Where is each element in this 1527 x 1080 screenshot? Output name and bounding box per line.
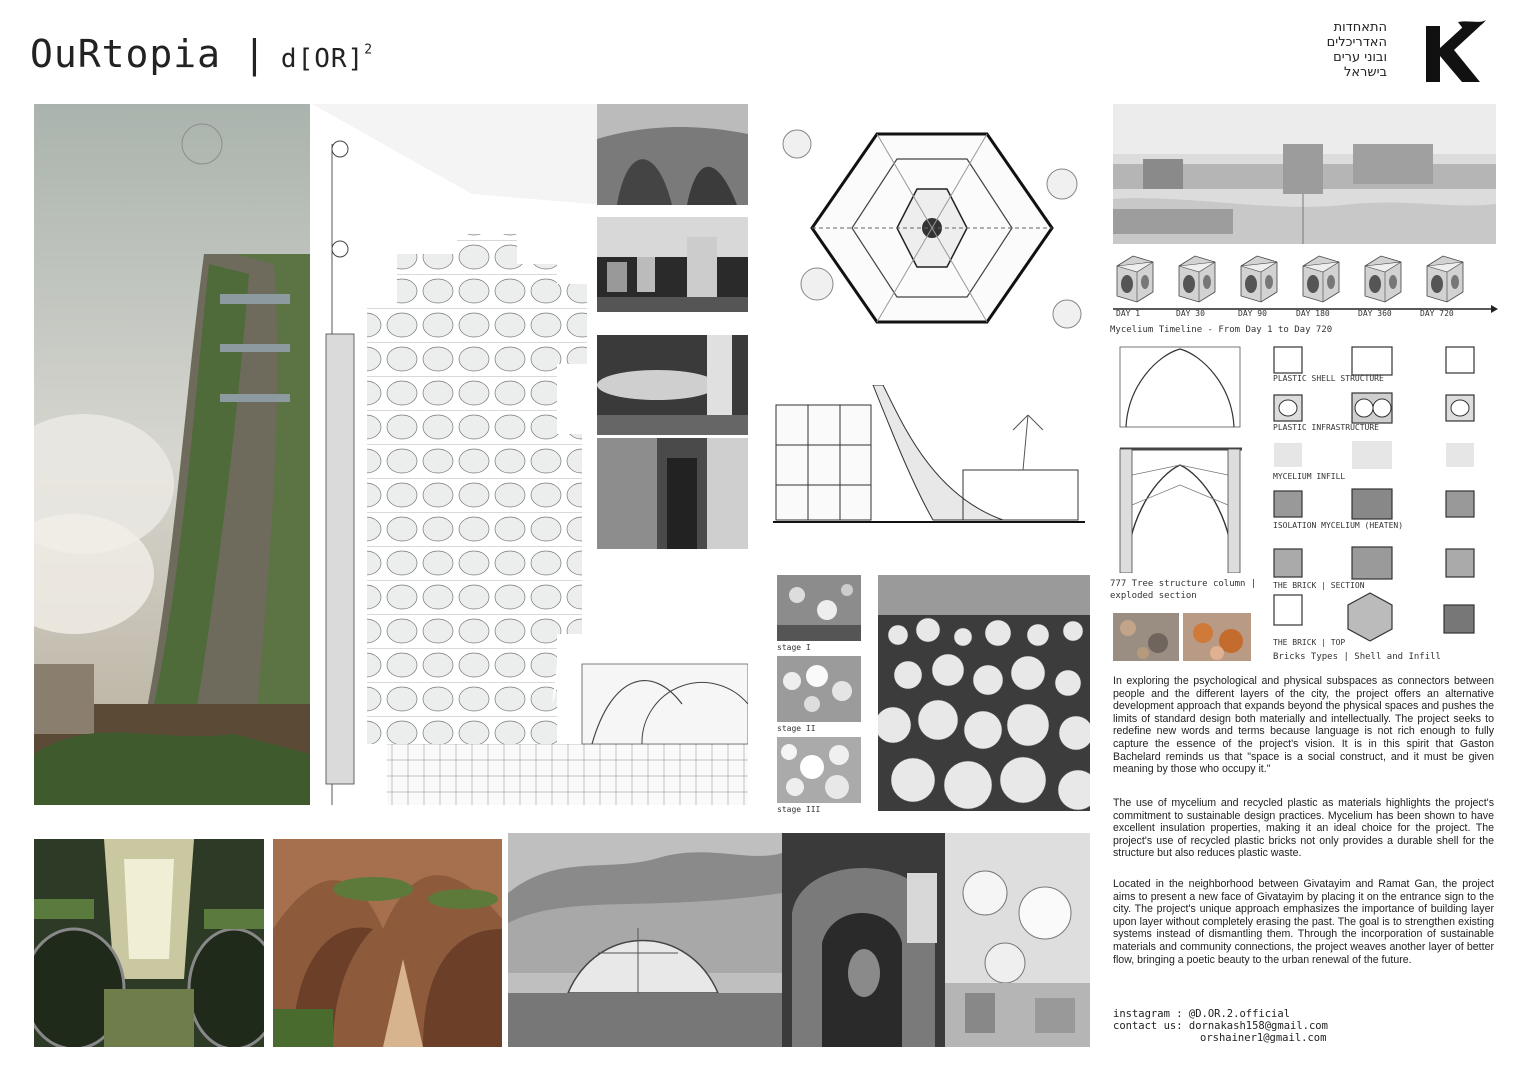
interior-render-1	[597, 104, 748, 205]
brand-name: d[OR]	[280, 44, 365, 74]
contact-label: contact us:	[1113, 1020, 1183, 1032]
brick-type-label: MYCELIUM INFILL	[1273, 472, 1346, 481]
org-line: ובוני ערים	[1333, 50, 1387, 65]
architects-association-logo-icon	[1418, 18, 1490, 84]
column-caption-line: exploded section	[1110, 591, 1197, 601]
brick-type-label: ISOLATION MYCELIUM (HEATEN)	[1273, 521, 1404, 530]
interior-garden-render	[34, 839, 264, 1047]
organization-name	[1327, 20, 1387, 80]
stage-1-label: stage I	[777, 643, 811, 652]
city-dome-render	[945, 833, 1090, 1047]
brick-type-label: PLASTIC INFRASTRUCTURE	[1273, 423, 1379, 432]
bubble-city-render	[878, 575, 1090, 811]
bricks-caption: Bricks Types | Shell and Infill	[1273, 652, 1441, 662]
stage-2-label: stage II	[777, 724, 816, 733]
org-line: התאחדות	[1333, 20, 1387, 35]
interior-render-3	[597, 335, 748, 435]
timeline-day-label: DAY 90	[1238, 309, 1267, 318]
landscape-canopy-render	[508, 833, 782, 1047]
interior-render-4	[597, 438, 748, 549]
brick-type-label: PLASTIC SHELL STRUCTURE	[1273, 374, 1384, 383]
brick-types-grid	[1270, 343, 1498, 643]
instagram-line	[1113, 1008, 1328, 1020]
contact-email-1: dornakash158@gmail.com	[1188, 1020, 1328, 1032]
mycelium-texture-photo-2	[1183, 613, 1251, 661]
description-paragraph-1: In exploring the psychological and physical subspaces as connectors between people and the different layers of the city, the project offers an alternative development approach that expands beyond the physical spaces and pushes the limits of standard design both materially and intellectually. The project seeks to redefine new words and terms because language is not rich enough to fully capture the essence of the project's vision. It is in this spirit that Gaston Bachelard reminds us that "space is a social construct, and it must be given meaning by those who occupy it."	[1113, 675, 1494, 776]
column-caption-line: 777 Tree structure column |	[1110, 579, 1257, 589]
description-paragraph-3: Located in the neighborhood between Givatayim and Ramat Gan, the project aims to present a new face of Givatayim by placing it on the entrance sign to the city. The project's unique approach emphasizes the importance of building layer upon layer without completely erasing the past. The goal is to strengthen existing systems instead of dismantling them. Through the incorporation of sustainable materials and community connections, the project weaves another layer of better flow, bringing a poetic beauty to the urban renewal of the future.	[1113, 878, 1494, 966]
stage-2-image	[777, 656, 861, 722]
title-separator: |	[243, 32, 267, 76]
stage-3-label: stage III	[777, 805, 821, 814]
stage-1-image	[777, 575, 861, 641]
timeline-day-label: DAY 720	[1420, 309, 1454, 318]
stage-3-image	[777, 737, 861, 803]
contact-line	[1113, 1020, 1328, 1032]
timeline-day-label: DAY 180	[1296, 309, 1330, 318]
instagram-label: instagram :	[1113, 1008, 1183, 1020]
timeline-day-label: DAY 1	[1116, 309, 1141, 318]
detail-section-drawing	[773, 385, 1085, 550]
hexagon-floor-plan	[777, 104, 1086, 352]
brick-type-label: THE BRICK | SECTION	[1273, 581, 1365, 590]
contact-line-2	[1113, 1032, 1328, 1044]
org-line: האדריכלים	[1326, 35, 1387, 50]
brand-superscript: 2	[364, 42, 374, 58]
timeline-day-label: DAY 30	[1176, 309, 1205, 318]
brick-type-label: THE BRICK | TOP	[1273, 638, 1346, 647]
contact-block	[1113, 1008, 1328, 1044]
instagram-handle: @D.OR.2.official	[1188, 1008, 1291, 1020]
interior-render-2	[597, 217, 748, 312]
tunnel-render	[782, 833, 945, 1047]
mycelium-texture-photo-1	[1113, 613, 1179, 661]
timeline-caption: Mycelium Timeline - From Day 1 to Day 720	[1110, 325, 1333, 335]
contact-email-2: orshainer1@gmail.com	[1200, 1032, 1327, 1044]
timeline-panorama-image	[1113, 104, 1496, 244]
page-title	[30, 32, 373, 76]
project-title: OuRtopia	[30, 32, 222, 76]
org-line: בישראל	[1343, 65, 1387, 80]
mycelium-brick-timeline	[1113, 254, 1498, 316]
tree-structure-column-drawing	[1118, 345, 1246, 573]
tower-render-image	[34, 104, 310, 805]
description-paragraph-2: The use of mycelium and recycled plastic as materials highlights the project's commitment to sustainable design practices. Mycelium has been shown to have excellent insulation properties, making it an ideal choice for the project. The project's use of recycled plastic bricks not only provides a durable shell for the structure but also reduces plastic waste.	[1113, 797, 1494, 860]
timeline-day-label: DAY 360	[1358, 309, 1392, 318]
brick-arches-render	[273, 839, 502, 1047]
column-caption	[1110, 578, 1256, 602]
